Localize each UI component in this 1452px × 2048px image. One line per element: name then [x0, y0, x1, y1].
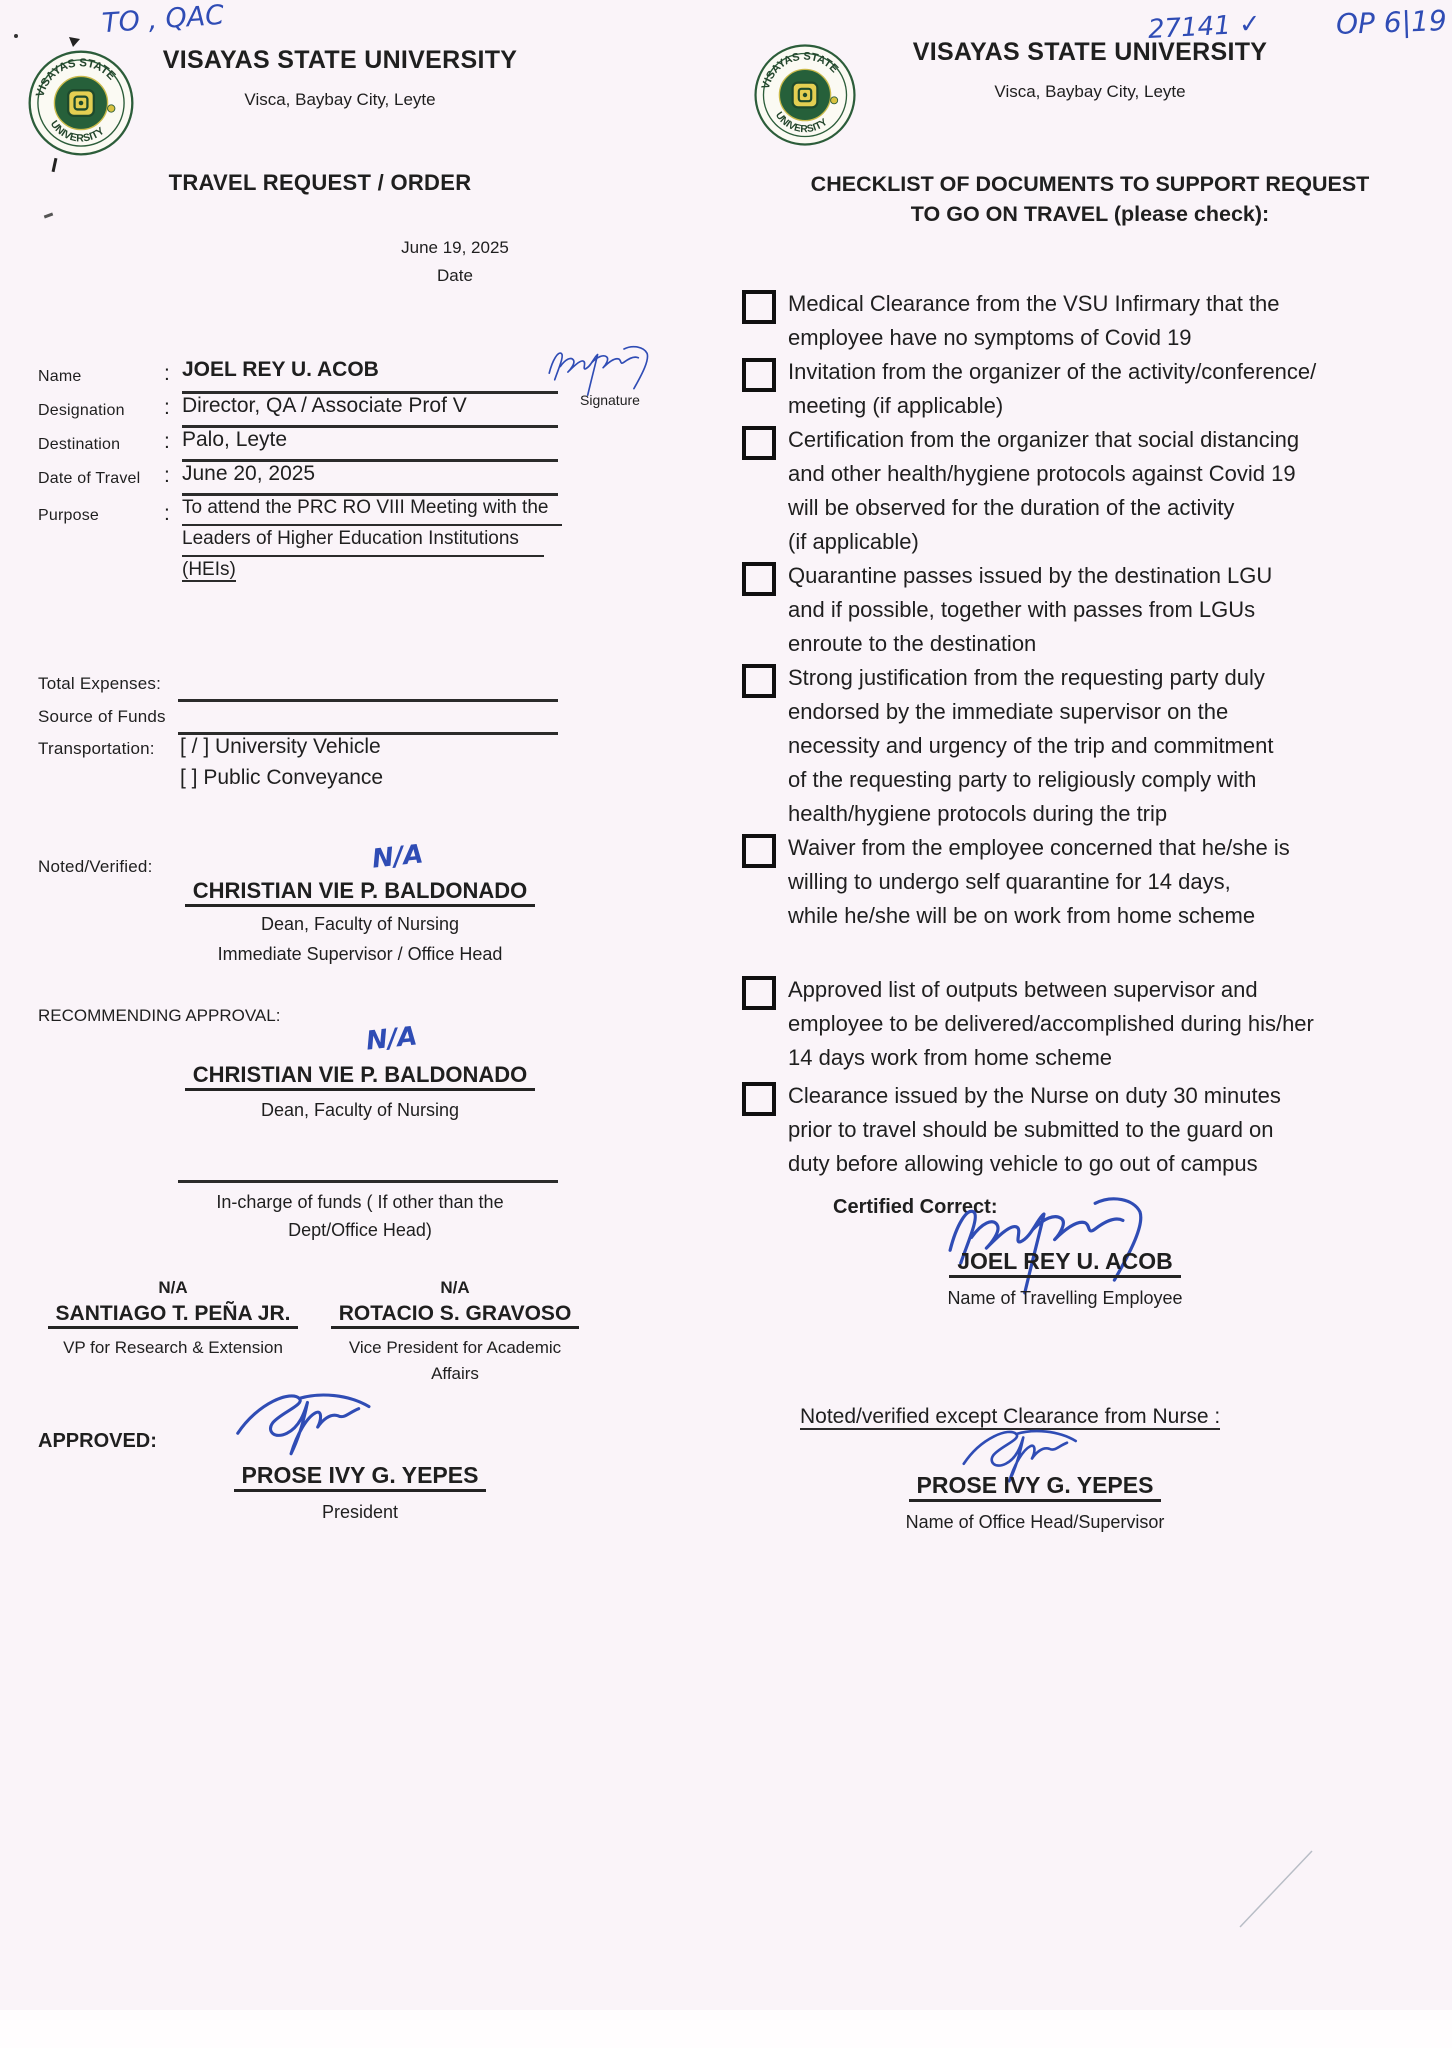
certified-correct-label: Certified Correct:: [833, 1196, 998, 1218]
university-seal-logo: [752, 40, 858, 150]
checklist-title-line1: CHECKLIST OF DOCUMENTS TO SUPPORT REQUEST: [810, 172, 1370, 196]
checklist-line: Clearance issued by the Nurse on duty 30 minutes: [788, 1083, 1281, 1108]
checklist-item-approved-outputs: [742, 973, 1442, 1075]
recommending-approval-label: RECOMMENDING APPROVAL:: [38, 1006, 281, 1025]
field-value-purpose-line2: Leaders of Higher Education Institutions: [182, 528, 544, 557]
document-checklist: [742, 287, 1442, 1181]
checkbox[interactable]: [742, 976, 776, 1010]
noted-verified-label: Noted/Verified:: [38, 857, 153, 876]
checklist-line: prior to travel should be submitted to the guard on: [788, 1117, 1274, 1142]
checkbox[interactable]: [742, 664, 776, 698]
right-university-address: Visca, Baybay City, Leyte: [994, 82, 1186, 101]
handwritten-na: N/A: [364, 1021, 419, 1057]
handwritten-routing-note: TO , QAC: [101, 0, 226, 40]
left-university-address: Visca, Baybay City, Leyte: [244, 90, 436, 109]
checkbox[interactable]: [742, 426, 776, 460]
handwritten-date-note: OP 6|19: [1335, 4, 1448, 41]
field-value-purpose-line3: (HEIs): [182, 559, 236, 580]
pen-mark: [14, 34, 18, 38]
colon: :: [164, 502, 170, 525]
approved-name: PROSE IVY G. YEPES: [234, 1462, 487, 1492]
checklist-line: and other health/hygiene protocols against Covid 19: [788, 461, 1296, 486]
checklist-line: employee to be delivered/accomplished during his/her: [788, 1011, 1314, 1036]
checklist-line: employee have no symptoms of Covid 19: [788, 325, 1192, 350]
left-university-name: VISAYAS STATE UNIVERSITY: [162, 46, 518, 74]
checklist-item-nurse-clearance: [742, 1079, 1442, 1181]
noted-verified-role1: Dean, Faculty of Nursing: [260, 914, 460, 934]
total-expenses-line: [178, 668, 558, 702]
checklist-line: duty before allowing vehicle to go out of campus: [788, 1151, 1258, 1176]
certified-correct-caption: Name of Travelling Employee: [947, 1288, 1183, 1308]
noted-verified-role2: Immediate Supervisor / Office Head: [217, 944, 503, 964]
checklist-line: Strong justification from the requesting party duly: [788, 665, 1265, 690]
colon: :: [164, 396, 170, 419]
signatory2-role2: Affairs: [431, 1364, 479, 1383]
signatory2-role: Vice President for Academic: [348, 1338, 562, 1357]
checklist-line: and if possible, together with passes from LGUs: [788, 597, 1256, 622]
signatory1-name: SANTIAGO T. PEÑA JR.: [48, 1302, 299, 1329]
request-date-label: Date: [437, 266, 473, 285]
field-label-name: Name: [38, 368, 82, 385]
recommending-name: CHRISTIAN VIE P. BALDONADO: [185, 1062, 536, 1091]
incharge-caption-line1: In-charge of funds ( If other than the: [216, 1192, 504, 1212]
form-title: TRAVEL REQUEST / ORDER: [168, 170, 472, 195]
checklist-item-certification: [742, 423, 1442, 559]
checklist-item-quarantine-passes: [742, 559, 1442, 661]
checklist-line: Quarantine passes issued by the destination LGU: [788, 563, 1273, 588]
checklist-line: necessity and urgency of the trip and commitment: [788, 733, 1274, 758]
noted-verified-name: CHRISTIAN VIE P. BALDONADO: [185, 878, 536, 907]
field-label-destination: Destination: [38, 436, 121, 453]
field-value-name: JOEL REY U. ACOB: [182, 358, 558, 394]
signatory2-name: ROTACIO S. GRAVOSO: [331, 1302, 580, 1329]
checkbox[interactable]: [742, 834, 776, 868]
source-of-funds-line: [178, 701, 558, 735]
checklist-line: meeting (if applicable): [788, 393, 1004, 418]
checklist-line: while he/she will be on work from home scheme: [788, 903, 1256, 928]
checkbox[interactable]: [742, 1082, 776, 1116]
field-value-travel-date: June 20, 2025: [182, 462, 558, 496]
checklist-line: enroute to the destination: [788, 631, 1037, 656]
checklist-item-medical-clearance: [742, 287, 1442, 355]
field-label-travel-date: Date of Travel: [38, 470, 141, 487]
handwritten-reference-number: 27141 ✓: [1147, 9, 1262, 45]
checklist-item-strong-justification: [742, 661, 1442, 831]
recommending-role: Dean, Faculty of Nursing: [260, 1100, 460, 1120]
checklist-line: Medical Clearance from the VSU Infirmary that the: [788, 291, 1280, 316]
transportation-label: Transportation:: [38, 739, 155, 758]
signatory1-role: VP for Research & Extension: [63, 1338, 283, 1357]
checkbox[interactable]: [742, 562, 776, 596]
handwritten-na: N/A: [370, 839, 425, 875]
colon: :: [164, 464, 170, 487]
total-expenses-label: Total Expenses:: [38, 674, 162, 693]
checklist-line: Certification from the organizer that social distancing: [788, 427, 1300, 452]
paper-bottom-edge: [0, 2010, 1452, 2048]
checkbox[interactable]: [742, 358, 776, 392]
checklist-line: Waiver from the employee concerned that he/she is: [788, 835, 1290, 860]
transportation-option-public-conveyance[interactable]: [ ] Public Conveyance: [180, 766, 384, 789]
checklist-item-invitation: [742, 355, 1442, 423]
field-value-purpose-line1: To attend the PRC RO VIII Meeting with the: [182, 497, 562, 526]
field-value-designation: Director, QA / Associate Prof V: [182, 394, 558, 428]
checklist-line: Approved list of outputs between supervisor and: [788, 977, 1258, 1002]
signature-caption: Signature: [580, 392, 640, 408]
checklist-line: of the requesting party to religiously comply with: [788, 767, 1257, 792]
field-label-purpose: Purpose: [38, 507, 99, 524]
checklist-line: 14 days work from home scheme: [788, 1045, 1113, 1070]
noted-except-name: PROSE IVY G. YEPES: [909, 1472, 1162, 1502]
checklist-line: willing to undergo self quarantine for 14 days,: [788, 869, 1231, 894]
approved-role: President: [321, 1502, 399, 1522]
checklist-title-line2: TO GO ON TRAVEL (please check):: [910, 202, 1270, 226]
pen-mark: [68, 36, 84, 50]
source-of-funds-label: Source of Funds: [38, 707, 166, 726]
signatory2-na: N/A: [440, 1278, 470, 1297]
signatory1-na: N/A: [158, 1278, 188, 1297]
right-university-name: VISAYAS STATE UNIVERSITY: [912, 38, 1268, 66]
signature-president-approved: [222, 1382, 397, 1464]
checklist-line: (if applicable): [788, 529, 919, 554]
checkbox[interactable]: [742, 290, 776, 324]
pen-mark: [44, 213, 53, 219]
scan-scratch-mark: [1230, 1845, 1330, 1945]
request-date-value: June 19, 2025: [401, 238, 509, 257]
checklist-item-waiver: [742, 831, 1442, 933]
noted-except-caption: Name of Office Head/Supervisor: [905, 1512, 1165, 1532]
checklist-line: health/hygiene protocols during the trip: [788, 801, 1168, 826]
colon: :: [164, 362, 170, 385]
approved-label: APPROVED:: [38, 1430, 157, 1452]
noted-except-label: Noted/verified except Clearance from Nurse :: [800, 1405, 1221, 1428]
field-label-designation: Designation: [38, 402, 125, 419]
incharge-signature-line: [178, 1180, 558, 1183]
checklist-line: Invitation from the organizer of the activity/conference/: [788, 359, 1317, 384]
colon: :: [164, 430, 170, 453]
checklist-line: will be observed for the duration of the activity: [788, 495, 1235, 520]
transportation-option-university-vehicle[interactable]: [ / ] University Vehicle: [180, 735, 381, 758]
field-value-destination: Palo, Leyte: [182, 428, 558, 462]
certified-correct-name: JOEL REY U. ACOB: [949, 1248, 1181, 1278]
incharge-caption-line2: Dept/Office Head): [288, 1220, 432, 1240]
checklist-line: endorsed by the immediate supervisor on the: [788, 699, 1229, 724]
